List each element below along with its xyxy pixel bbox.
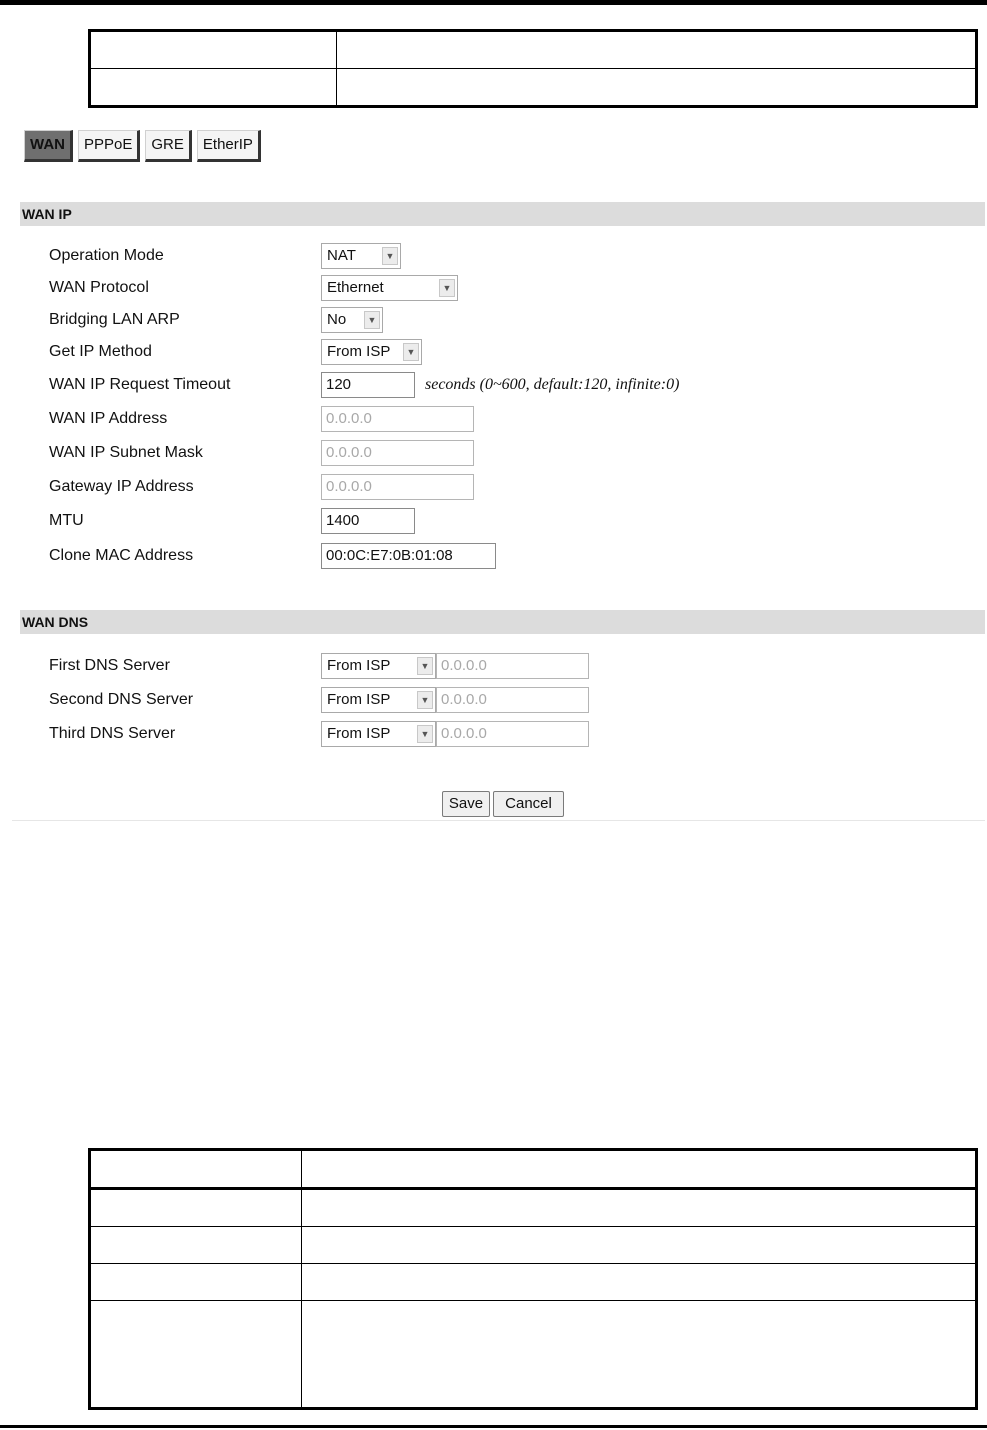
tab-wan[interactable]: WAN (24, 130, 73, 162)
table-cell (90, 31, 337, 69)
table-cell (337, 31, 977, 69)
wan-protocol-row (0, 275, 987, 303)
third-dns-input[interactable]: 0.0.0.0 (436, 721, 589, 747)
get-ip-method-label: Get IP Method (49, 343, 152, 360)
table-cell (90, 1264, 302, 1301)
form-bottom-divider (12, 820, 985, 821)
chevron-down-icon: ▼ (382, 247, 398, 265)
mtu-row (0, 508, 987, 536)
table-row (90, 69, 977, 107)
mtu-label: MTU (49, 512, 84, 529)
table-cell (90, 1150, 302, 1189)
operation-mode-select[interactable] (321, 243, 401, 269)
table-row (90, 1150, 977, 1189)
bridging-lan-arp-row (0, 307, 987, 335)
table-row (90, 1189, 977, 1227)
clone-mac-input[interactable]: 00:0C:E7:0B:01:08 (321, 543, 496, 569)
tab-gre[interactable]: GRE (145, 130, 192, 162)
wan-ip-address-input[interactable]: 0.0.0.0 (321, 406, 474, 432)
subnet-mask-input[interactable]: 0.0.0.0 (321, 440, 474, 466)
request-timeout-row (0, 372, 987, 400)
second-dns-mode-value: From ISP (327, 691, 391, 708)
page-top-rule (0, 0, 987, 5)
subnet-mask-label: WAN IP Subnet Mask (49, 444, 203, 461)
wan-ip-address-label: WAN IP Address (49, 410, 168, 427)
bridging-lan-arp-value: No (327, 311, 347, 328)
table-cell (302, 1301, 977, 1409)
clone-mac-row (0, 543, 987, 571)
bridging-lan-arp-label: Bridging LAN ARP (49, 311, 180, 328)
gateway-input[interactable]: 0.0.0.0 (321, 474, 474, 500)
tab-etherip[interactable]: EtherIP (197, 130, 261, 162)
second-dns-input[interactable]: 0.0.0.0 (436, 687, 589, 713)
table-cell (90, 1227, 302, 1264)
table-cell (302, 1150, 977, 1189)
operation-mode-row (0, 243, 987, 271)
third-dns-mode-select[interactable] (321, 721, 436, 747)
third-dns-mode-value: From ISP (327, 725, 391, 742)
table-cell (90, 69, 337, 107)
cancel-button[interactable]: Cancel (493, 791, 564, 817)
gateway-row (0, 474, 987, 502)
get-ip-method-row (0, 339, 987, 367)
tab-pppoe[interactable]: PPPoE (78, 130, 140, 162)
first-dns-mode-value: From ISP (327, 657, 391, 674)
request-timeout-hint: seconds (0~600, default:120, infinite:0) (425, 376, 680, 393)
first-dns-label: First DNS Server (49, 657, 170, 674)
wan-protocol-value: Ethernet (327, 279, 384, 296)
mtu-input[interactable]: 1400 (321, 508, 415, 534)
chevron-down-icon: ▼ (364, 311, 380, 329)
table-row (90, 31, 977, 69)
chevron-down-icon: ▼ (417, 725, 433, 743)
get-ip-method-select[interactable] (321, 339, 422, 365)
chevron-down-icon: ▼ (439, 279, 455, 297)
table-row (90, 1264, 977, 1301)
bottom-table (88, 1148, 978, 1410)
second-dns-mode-select[interactable] (321, 687, 436, 713)
request-timeout-label: WAN IP Request Timeout (49, 376, 231, 393)
third-dns-row (0, 721, 987, 749)
subnet-mask-row (0, 440, 987, 468)
table-cell (90, 1301, 302, 1409)
wan-ip-address-row (0, 406, 987, 434)
table-cell (302, 1264, 977, 1301)
table-row (90, 1301, 977, 1409)
wan-ip-section-title: WAN IP (20, 202, 985, 226)
wan-dns-section-title: WAN DNS (20, 610, 985, 634)
operation-mode-label: Operation Mode (49, 247, 164, 264)
clone-mac-label: Clone MAC Address (49, 547, 194, 564)
top-table (88, 29, 978, 108)
table-row (90, 1227, 977, 1264)
get-ip-method-value: From ISP (327, 343, 391, 360)
page-bottom-rule (0, 1425, 987, 1428)
chevron-down-icon: ▼ (403, 343, 419, 361)
table-cell (90, 1189, 302, 1227)
save-button[interactable]: Save (442, 791, 490, 817)
first-dns-input[interactable]: 0.0.0.0 (436, 653, 589, 679)
bridging-lan-arp-select[interactable] (321, 307, 383, 333)
table-cell (302, 1189, 977, 1227)
third-dns-label: Third DNS Server (49, 725, 176, 742)
second-dns-row (0, 687, 987, 715)
operation-mode-value: NAT (327, 247, 356, 264)
gateway-label: Gateway IP Address (49, 478, 194, 495)
table-cell (302, 1227, 977, 1264)
chevron-down-icon: ▼ (417, 657, 433, 675)
table-cell (337, 69, 977, 107)
first-dns-mode-select[interactable] (321, 653, 436, 679)
tab-bar (24, 130, 266, 162)
first-dns-row (0, 653, 987, 681)
wan-protocol-select[interactable] (321, 275, 458, 301)
second-dns-label: Second DNS Server (49, 691, 194, 708)
request-timeout-input[interactable]: 120 (321, 372, 415, 398)
wan-protocol-label: WAN Protocol (49, 279, 149, 296)
chevron-down-icon: ▼ (417, 691, 433, 709)
